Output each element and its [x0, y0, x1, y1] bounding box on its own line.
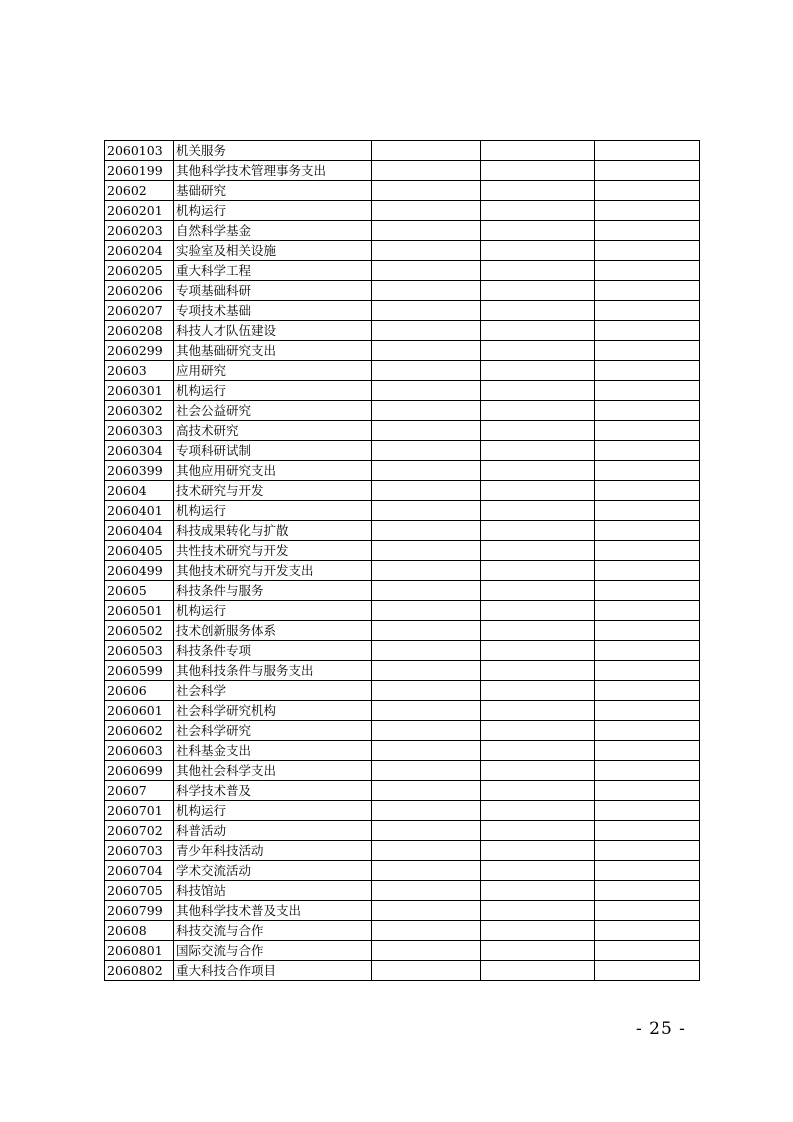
table-row [105, 801, 700, 821]
item-name-cell: 专项技术基础 [174, 301, 372, 321]
amount-cell-2 [481, 161, 595, 181]
amount-cell-2 [481, 721, 595, 741]
amount-cell-2 [481, 741, 595, 761]
amount-cell-2 [481, 421, 595, 441]
item-name-cell: 其他基础研究支出 [174, 341, 372, 361]
amount-cell-1 [372, 321, 481, 341]
item-name-cell: 机构运行 [174, 501, 372, 521]
table-row [105, 201, 700, 221]
item-name-cell: 重大科技合作项目 [174, 961, 372, 981]
table-row [105, 921, 700, 941]
amount-cell-3 [595, 801, 700, 821]
table-row [105, 821, 700, 841]
amount-cell-2 [481, 621, 595, 641]
amount-cell-1 [372, 781, 481, 801]
item-name-cell: 国际交流与合作 [174, 941, 372, 961]
item-code-cell: 2060503 [105, 641, 174, 661]
item-name-cell: 社会科学研究 [174, 721, 372, 741]
amount-cell-1 [372, 561, 481, 581]
amount-cell-1 [372, 361, 481, 381]
amount-cell-3 [595, 321, 700, 341]
amount-cell-1 [372, 741, 481, 761]
amount-cell-2 [481, 581, 595, 601]
item-name-cell: 技术研究与开发 [174, 481, 372, 501]
page-number: - 25 - [636, 1019, 686, 1039]
table-row [105, 461, 700, 481]
item-code-cell: 20604 [105, 481, 174, 501]
amount-cell-1 [372, 821, 481, 841]
item-code-cell: 2060207 [105, 301, 174, 321]
item-code-cell: 2060801 [105, 941, 174, 961]
amount-cell-2 [481, 381, 595, 401]
amount-cell-2 [481, 881, 595, 901]
amount-cell-3 [595, 381, 700, 401]
item-code-cell: 2060203 [105, 221, 174, 241]
table-row [105, 361, 700, 381]
item-code-cell: 2060599 [105, 661, 174, 681]
item-name-cell: 应用研究 [174, 361, 372, 381]
table-row [105, 501, 700, 521]
amount-cell-3 [595, 661, 700, 681]
item-name-cell: 青少年科技活动 [174, 841, 372, 861]
amount-cell-3 [595, 341, 700, 361]
item-code-cell: 2060201 [105, 201, 174, 221]
amount-cell-2 [481, 201, 595, 221]
amount-cell-3 [595, 901, 700, 921]
item-code-cell: 2060103 [105, 141, 174, 161]
amount-cell-1 [372, 341, 481, 361]
amount-cell-1 [372, 961, 481, 981]
amount-cell-2 [481, 321, 595, 341]
item-code-cell: 2060299 [105, 341, 174, 361]
amount-cell-2 [481, 801, 595, 821]
amount-cell-1 [372, 281, 481, 301]
amount-cell-2 [481, 761, 595, 781]
amount-cell-1 [372, 301, 481, 321]
amount-cell-3 [595, 841, 700, 861]
amount-cell-3 [595, 301, 700, 321]
item-name-cell: 科学技术普及 [174, 781, 372, 801]
item-code-cell: 2060304 [105, 441, 174, 461]
table-row [105, 401, 700, 421]
amount-cell-1 [372, 921, 481, 941]
item-name-cell: 科技馆站 [174, 881, 372, 901]
amount-cell-2 [481, 661, 595, 681]
amount-cell-2 [481, 941, 595, 961]
table-row [105, 241, 700, 261]
amount-cell-2 [481, 221, 595, 241]
table-row [105, 941, 700, 961]
amount-cell-3 [595, 881, 700, 901]
amount-cell-1 [372, 201, 481, 221]
table-row [105, 441, 700, 461]
table-row [105, 961, 700, 981]
item-code-cell: 2060799 [105, 901, 174, 921]
table-row [105, 661, 700, 681]
amount-cell-1 [372, 381, 481, 401]
amount-cell-1 [372, 481, 481, 501]
item-code-cell: 2060301 [105, 381, 174, 401]
item-name-cell: 其他科学技术管理事务支出 [174, 161, 372, 181]
table-row [105, 281, 700, 301]
amount-cell-3 [595, 681, 700, 701]
amount-cell-3 [595, 621, 700, 641]
table-row [105, 141, 700, 161]
amount-cell-1 [372, 261, 481, 281]
item-name-cell: 专项基础科研 [174, 281, 372, 301]
item-code-cell: 2060208 [105, 321, 174, 341]
amount-cell-3 [595, 161, 700, 181]
item-code-cell: 2060501 [105, 601, 174, 621]
amount-cell-2 [481, 401, 595, 421]
amount-cell-1 [372, 901, 481, 921]
amount-cell-2 [481, 361, 595, 381]
item-code-cell: 2060502 [105, 621, 174, 641]
table-row [105, 341, 700, 361]
amount-cell-3 [595, 761, 700, 781]
item-name-cell: 其他技术研究与开发支出 [174, 561, 372, 581]
amount-cell-2 [481, 301, 595, 321]
amount-cell-3 [595, 481, 700, 501]
amount-cell-1 [372, 541, 481, 561]
table-row [105, 261, 700, 281]
table-row [105, 561, 700, 581]
amount-cell-3 [595, 501, 700, 521]
amount-cell-3 [595, 521, 700, 541]
budget-table [104, 140, 700, 981]
table-row [105, 421, 700, 441]
item-name-cell: 科技人才队伍建设 [174, 321, 372, 341]
amount-cell-2 [481, 461, 595, 481]
item-code-cell: 2060302 [105, 401, 174, 421]
amount-cell-1 [372, 521, 481, 541]
item-name-cell: 专项科研试制 [174, 441, 372, 461]
item-name-cell: 科技条件专项 [174, 641, 372, 661]
amount-cell-1 [372, 661, 481, 681]
amount-cell-2 [481, 561, 595, 581]
amount-cell-1 [372, 601, 481, 621]
amount-cell-3 [595, 961, 700, 981]
item-name-cell: 科技成果转化与扩散 [174, 521, 372, 541]
item-code-cell: 2060704 [105, 861, 174, 881]
amount-cell-3 [595, 181, 700, 201]
item-name-cell: 基础研究 [174, 181, 372, 201]
amount-cell-2 [481, 841, 595, 861]
amount-cell-1 [372, 461, 481, 481]
item-code-cell: 2060401 [105, 501, 174, 521]
amount-cell-3 [595, 261, 700, 281]
item-code-cell: 20607 [105, 781, 174, 801]
amount-cell-2 [481, 341, 595, 361]
item-name-cell: 实验室及相关设施 [174, 241, 372, 261]
table-row [105, 741, 700, 761]
amount-cell-2 [481, 281, 595, 301]
amount-cell-3 [595, 821, 700, 841]
item-code-cell: 2060303 [105, 421, 174, 441]
item-code-cell: 2060699 [105, 761, 174, 781]
table-row [105, 701, 700, 721]
amount-cell-3 [595, 541, 700, 561]
item-name-cell: 科技条件与服务 [174, 581, 372, 601]
amount-cell-2 [481, 681, 595, 701]
item-name-cell: 共性技术研究与开发 [174, 541, 372, 561]
amount-cell-1 [372, 721, 481, 741]
item-name-cell: 机关服务 [174, 141, 372, 161]
item-name-cell: 其他科学技术普及支出 [174, 901, 372, 921]
amount-cell-3 [595, 861, 700, 881]
amount-cell-1 [372, 621, 481, 641]
item-code-cell: 2060199 [105, 161, 174, 181]
item-code-cell: 2060701 [105, 801, 174, 821]
amount-cell-3 [595, 921, 700, 941]
table-row [105, 481, 700, 501]
item-name-cell: 技术创新服务体系 [174, 621, 372, 641]
item-name-cell: 科技交流与合作 [174, 921, 372, 941]
item-name-cell: 社会科学 [174, 681, 372, 701]
amount-cell-3 [595, 781, 700, 801]
table-body [105, 141, 700, 981]
amount-cell-1 [372, 441, 481, 461]
item-code-cell: 2060204 [105, 241, 174, 261]
amount-cell-1 [372, 861, 481, 881]
amount-cell-1 [372, 841, 481, 861]
table-row [105, 601, 700, 621]
item-name-cell: 机构运行 [174, 201, 372, 221]
item-name-cell: 社科基金支出 [174, 741, 372, 761]
table-row [105, 181, 700, 201]
amount-cell-2 [481, 601, 595, 621]
item-code-cell: 2060702 [105, 821, 174, 841]
item-code-cell: 2060405 [105, 541, 174, 561]
amount-cell-2 [481, 141, 595, 161]
amount-cell-1 [372, 241, 481, 261]
amount-cell-1 [372, 581, 481, 601]
amount-cell-2 [481, 921, 595, 941]
item-name-cell: 学术交流活动 [174, 861, 372, 881]
item-code-cell: 2060802 [105, 961, 174, 981]
item-name-cell: 其他社会科学支出 [174, 761, 372, 781]
amount-cell-3 [595, 561, 700, 581]
amount-cell-1 [372, 701, 481, 721]
table-row [105, 761, 700, 781]
amount-cell-2 [481, 641, 595, 661]
item-name-cell: 机构运行 [174, 801, 372, 821]
item-code-cell: 20602 [105, 181, 174, 201]
amount-cell-3 [595, 361, 700, 381]
amount-cell-3 [595, 401, 700, 421]
amount-cell-3 [595, 581, 700, 601]
table-row [105, 321, 700, 341]
item-code-cell: 20605 [105, 581, 174, 601]
amount-cell-3 [595, 441, 700, 461]
amount-cell-1 [372, 641, 481, 661]
amount-cell-1 [372, 761, 481, 781]
table-row [105, 781, 700, 801]
amount-cell-2 [481, 861, 595, 881]
item-name-cell: 高技术研究 [174, 421, 372, 441]
amount-cell-3 [595, 601, 700, 621]
table-row [105, 901, 700, 921]
item-code-cell: 2060399 [105, 461, 174, 481]
item-name-cell: 社会公益研究 [174, 401, 372, 421]
table-row [105, 301, 700, 321]
item-code-cell: 20608 [105, 921, 174, 941]
table-row [105, 621, 700, 641]
amount-cell-1 [372, 141, 481, 161]
amount-cell-1 [372, 941, 481, 961]
amount-cell-3 [595, 641, 700, 661]
item-name-cell: 重大科学工程 [174, 261, 372, 281]
amount-cell-2 [481, 181, 595, 201]
amount-cell-3 [595, 281, 700, 301]
item-code-cell: 2060705 [105, 881, 174, 901]
amount-cell-3 [595, 741, 700, 761]
amount-cell-1 [372, 501, 481, 521]
table-row [105, 521, 700, 541]
amount-cell-2 [481, 781, 595, 801]
amount-cell-1 [372, 221, 481, 241]
item-name-cell: 其他科技条件与服务支出 [174, 661, 372, 681]
item-name-cell: 科普活动 [174, 821, 372, 841]
amount-cell-2 [481, 901, 595, 921]
amount-cell-2 [481, 261, 595, 281]
amount-cell-2 [481, 701, 595, 721]
item-name-cell: 自然科学基金 [174, 221, 372, 241]
amount-cell-3 [595, 141, 700, 161]
item-name-cell: 其他应用研究支出 [174, 461, 372, 481]
amount-cell-3 [595, 201, 700, 221]
amount-cell-1 [372, 181, 481, 201]
item-code-cell: 2060602 [105, 721, 174, 741]
table-row [105, 221, 700, 241]
item-code-cell: 2060404 [105, 521, 174, 541]
amount-cell-3 [595, 941, 700, 961]
item-code-cell: 2060703 [105, 841, 174, 861]
amount-cell-1 [372, 401, 481, 421]
item-code-cell: 2060205 [105, 261, 174, 281]
item-code-cell: 2060603 [105, 741, 174, 761]
table-row [105, 381, 700, 401]
amount-cell-3 [595, 721, 700, 741]
item-code-cell: 2060499 [105, 561, 174, 581]
table-row [105, 641, 700, 661]
amount-cell-1 [372, 881, 481, 901]
amount-cell-2 [481, 541, 595, 561]
table-row [105, 541, 700, 561]
table-row [105, 721, 700, 741]
item-code-cell: 20603 [105, 361, 174, 381]
amount-cell-3 [595, 221, 700, 241]
table-row [105, 861, 700, 881]
amount-cell-2 [481, 241, 595, 261]
table-row [105, 881, 700, 901]
amount-cell-2 [481, 821, 595, 841]
item-code-cell: 20606 [105, 681, 174, 701]
table-row [105, 681, 700, 701]
amount-cell-1 [372, 681, 481, 701]
item-code-cell: 2060601 [105, 701, 174, 721]
amount-cell-1 [372, 801, 481, 821]
item-name-cell: 社会科学研究机构 [174, 701, 372, 721]
item-name-cell: 机构运行 [174, 601, 372, 621]
table-row [105, 841, 700, 861]
amount-cell-3 [595, 701, 700, 721]
amount-cell-3 [595, 421, 700, 441]
item-code-cell: 2060206 [105, 281, 174, 301]
amount-cell-2 [481, 501, 595, 521]
amount-cell-1 [372, 421, 481, 441]
amount-cell-3 [595, 461, 700, 481]
table-row [105, 161, 700, 181]
amount-cell-3 [595, 241, 700, 261]
amount-cell-2 [481, 521, 595, 541]
item-name-cell: 机构运行 [174, 381, 372, 401]
amount-cell-2 [481, 481, 595, 501]
table-row [105, 581, 700, 601]
amount-cell-2 [481, 441, 595, 461]
amount-cell-1 [372, 161, 481, 181]
amount-cell-2 [481, 961, 595, 981]
